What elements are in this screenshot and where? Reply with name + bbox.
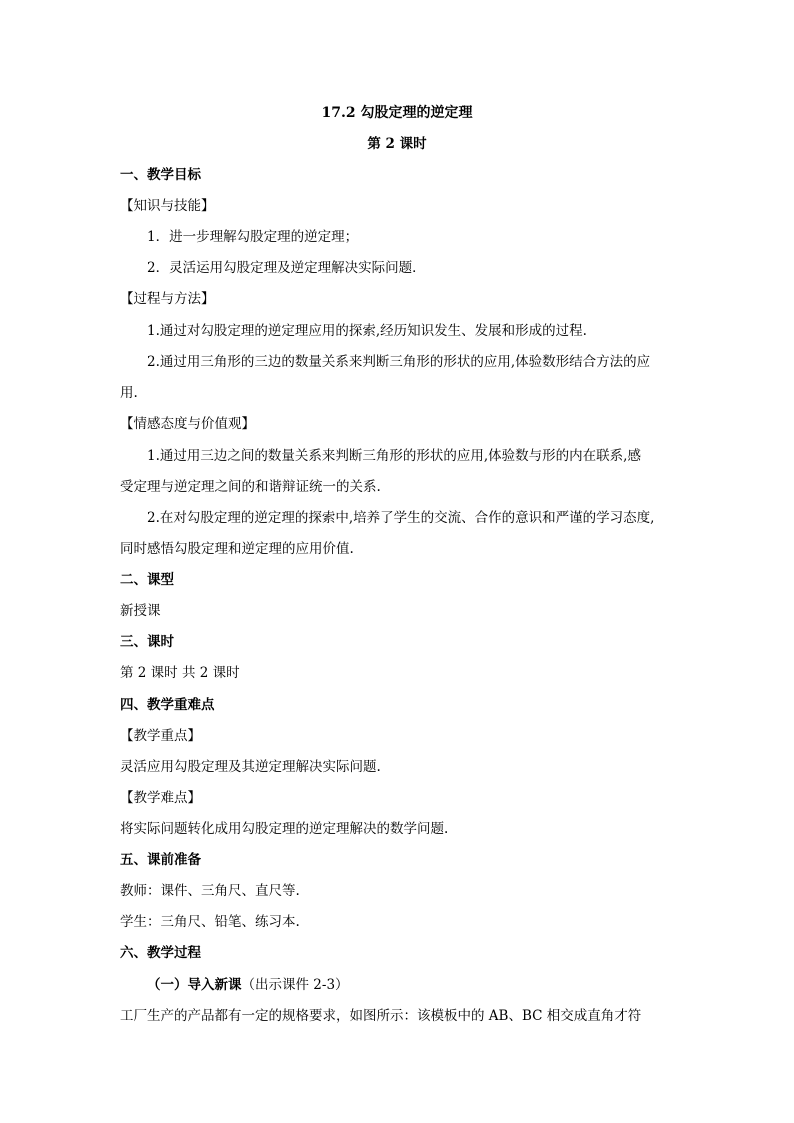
preparation-teacher: 教师：课件、三角尺、直尺等. xyxy=(120,883,300,899)
section-heading-process: 六、教学过程 xyxy=(120,945,201,961)
process-item-1: 1.通过对勾股定理的逆定理应用的探索,经历知识发生、发展和形成的过程. xyxy=(147,323,587,339)
subheading-attitude: 【情感态度与价值观】 xyxy=(120,416,255,432)
process-item-2-line-1: 2.通过用三角形的三边的数量关系来判断三角形的形状的应用,体验数形结合方法的应 xyxy=(147,354,651,370)
section-heading-lesson-type: 二、课型 xyxy=(120,572,174,588)
section-heading-period: 三、课时 xyxy=(120,634,174,650)
document-title: 17.2 勾股定理的逆定理 xyxy=(321,105,473,121)
period-body: 第 2 课时 共 2 课时 xyxy=(120,665,240,681)
subheading-process: 【过程与方法】 xyxy=(120,291,215,307)
introduction-body-line-1: 工厂生产的产品都有一定的规格要求，如图所示：该模板中的 AB、BC 相交成直角才符 xyxy=(120,1008,642,1024)
subheading-knowledge: 【知识与技能】 xyxy=(120,198,215,214)
knowledge-item-2: 2．灵活运用勾股定理及逆定理解决实际问题． xyxy=(147,260,426,276)
process-item-2-line-2: 用. xyxy=(120,385,138,401)
attitude-item-1-line-2: 受定理与逆定理之间的和谐辩证统一的关系. xyxy=(120,479,381,495)
subheading-key-point: 【教学重点】 xyxy=(120,728,201,744)
key-point-body: 灵活应用勾股定理及其逆定理解决实际问题. xyxy=(120,759,381,775)
section-heading-key-points: 四、教学重难点 xyxy=(120,697,215,713)
subheading-introduction xyxy=(147,975,680,995)
difficulty-body: 将实际问题转化成用勾股定理的逆定理解决的数学问题. xyxy=(120,821,449,837)
introduction-title: （一）导入新课 xyxy=(147,977,242,993)
lesson-type-body: 新授课 xyxy=(120,603,161,619)
document-subtitle: 第 2 课时 xyxy=(367,136,427,152)
introduction-note: （出示课件 2-3） xyxy=(241,977,349,993)
section-heading-preparation: 五、课前准备 xyxy=(120,852,201,868)
attitude-item-1-line-1: 1.通过用三边之间的数量关系来判断三角形的形状的应用,体验数与形的内在联系,感 xyxy=(147,448,641,464)
subheading-difficulty: 【教学难点】 xyxy=(120,790,201,806)
section-heading-objectives: 一、教学目标 xyxy=(120,167,201,183)
preparation-student: 学生：三角尺、铅笔、练习本. xyxy=(120,914,300,930)
knowledge-item-1: 1．进一步理解勾股定理的逆定理； xyxy=(147,229,359,245)
attitude-item-2-line-1: 2.在对勾股定理的逆定理的探索中,培养了学生的交流、合作的意识和严谨的学习态度, xyxy=(147,510,655,526)
attitude-item-2-line-2: 同时感悟勾股定理和逆定理的应用价值. xyxy=(120,541,354,557)
